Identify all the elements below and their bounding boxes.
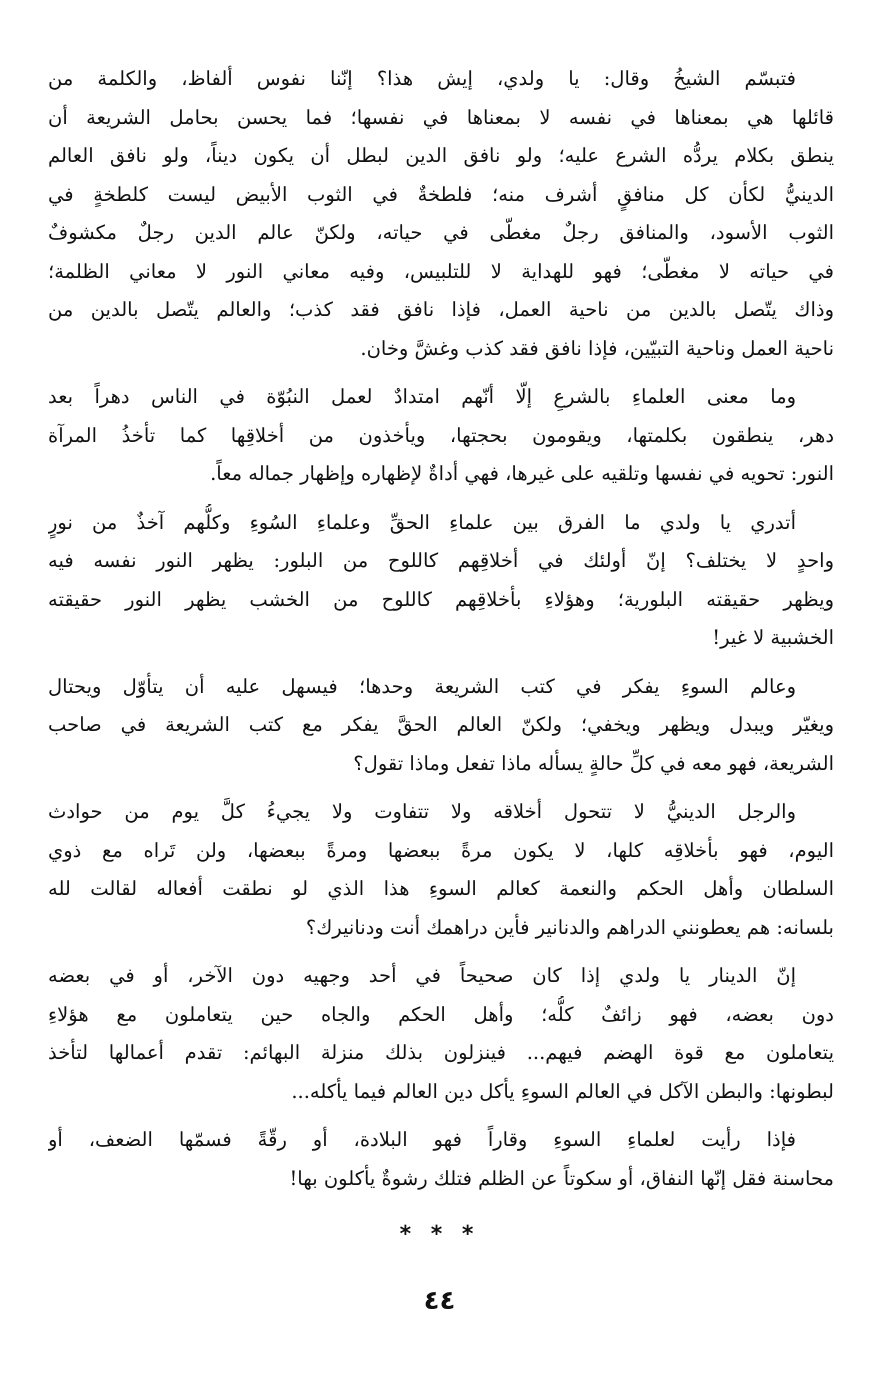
text-line: إنّ الدينار يا ولدي إذا كان صحيحاً في أحد وجهيه دون الآخر، أو في بعضه [48, 964, 796, 987]
paragraph [48, 1121, 834, 1198]
text-line: قائلها هي بمعناها في نفسه لا بمعناها في نفسها؛ فما يحسن بحامل الشريعة أن [48, 105, 834, 129]
text-line: ينطق بكلام يردُّه الشرع عليه؛ ولو نافق الدين لبطل أن يكون ديناً، ولو نافق العالم [48, 144, 834, 167]
text-line: الثوب الأسود، والمنافق رجلٌ مغطّى في حياته، ولكنّ عالم الدين رجلٌ مكشوفٌ [48, 221, 834, 244]
text-line: وعالم السوءِ يفكر في كتب الشريعة وحدها؛ فيسهل عليه أن يتأوّل ويحتال [48, 674, 796, 698]
text-line: ويغيّر ويبدل ويظهر ويخفي؛ ولكنّ العالم الحقَّ يفكر مع كتب الشريعة في صاحب [48, 713, 834, 736]
text-line: محاسنة فقل إنّها النفاق، أو سكوتاً عن الظلم فتلك رشوةٌ يأكلون بها! [289, 1166, 834, 1190]
text-line: وذاك يتّصل بالدين من ناحية العمل، فإذا نافق فقد كذب؛ والعالم يتّصل بالدين من [48, 298, 834, 321]
paragraph [48, 504, 834, 658]
page-number: ٤٤ [423, 1286, 456, 1316]
text-line: يتعاملون مع قوة الهضم فيهم... فينزلون بذلك منزلة البهائم: تقدم أعمالها لتأخذ [48, 1041, 834, 1064]
text-line: ناحية العمل وناحية التبيّين، فإذا نافق فقد كذب وغشَّ وخان. [360, 336, 834, 360]
text-line: فتبسّم الشيخُ وقال: يا ولدي، إيش هذا؟ إنّنا نفوس ألفاظ، والكلمة من [48, 67, 796, 90]
page-body [48, 60, 834, 1208]
text-line: اليوم، فهو بأخلاقِه كلها، لا يكون مرةً ببعضها ومرةً ببعضها، ولن تَراه مع ذوي [48, 838, 834, 862]
text-line: الخشبية لا غير! [712, 626, 834, 649]
text-line: فإذا رأيت لعلماءِ السوءِ وقاراً فهو البلادة، أو رقّةً فسمّها الضعف، أو [48, 1128, 796, 1151]
paragraph [48, 793, 834, 947]
paragraph [48, 957, 834, 1111]
paragraph [48, 668, 834, 784]
text-line: أتدري يا ولدي ما الفرق بين علماءِ الحقِّ وعلماءِ السُوءِ وكلُّهم آخذٌ من نورٍ [48, 510, 796, 534]
text-line: الدينيُّ لكأن كل منافقٍ أشرف منه؛ فلطخةٌ في الثوب الأبيض ليست كلطخةٍ في [48, 182, 834, 206]
paragraph [48, 60, 834, 368]
text-line: لبطونها: والبطن الآكل في العالم السوءِ يأكل دين العالم فيما يأكله... [291, 1079, 834, 1103]
text-line: والرجل الدينيُّ لا تتحول أخلاقه ولا تتفاوت ولا يجيءُ كلَّ يوم من حوادث [48, 800, 796, 823]
paragraph [48, 378, 834, 494]
text-line: السلطان وأهل الحكم والنعمة كعالم السوءِ هذا الذي لو نطقت أفعاله لقالت لله [48, 877, 834, 900]
text-line: واحدٍ لا يختلف؟ إنّ أولئك في أخلاقِهم كاللوح من البلور: يظهر النور نفسه فيه [48, 549, 834, 572]
text-line: دون بعضه، فهو زائفٌ كلُّه؛ وأهل الحكم والجاه حين يتعاملون مع هؤلاءِ [48, 1002, 834, 1026]
text-line: وما معنى العلماءِ بالشرعِ إلّا أنّهم امتدادٌ لعمل النبُوّة في الناس دهراً بعد [48, 385, 796, 408]
text-line: النور: تحويه في نفسها وتلقيه على غيرها، فهي أداةٌ لإظهاره وإظهار جماله معاً. [210, 462, 834, 485]
section-separator: * * * [399, 1222, 480, 1247]
text-line: دهر، ينطقون بكلمتها، ويقومون بحجتها، ويأخذون من أخلاقِها كما تأخذُ المرآة [48, 423, 834, 447]
text-line: بلسانه: هم يعطونني الدراهم والدنانير فأين دراهمك أنت ودنانيرك؟ [305, 915, 834, 939]
text-line: ويظهر حقيقته البلورية؛ وهؤلاءِ بأخلاقِهم كاللوح من الخشب يظهر النور حقيقته [48, 587, 834, 611]
text-line: الشريعة، فهو معه في كلِّ حالةٍ يسأله ماذا تفعل وماذا تقول؟ [353, 751, 834, 775]
text-line: في حياته لا مغطّى؛ فهو للهداية لا للتلبيس، وفيه معاني النور لا معاني الظلمة؛ [48, 259, 834, 283]
